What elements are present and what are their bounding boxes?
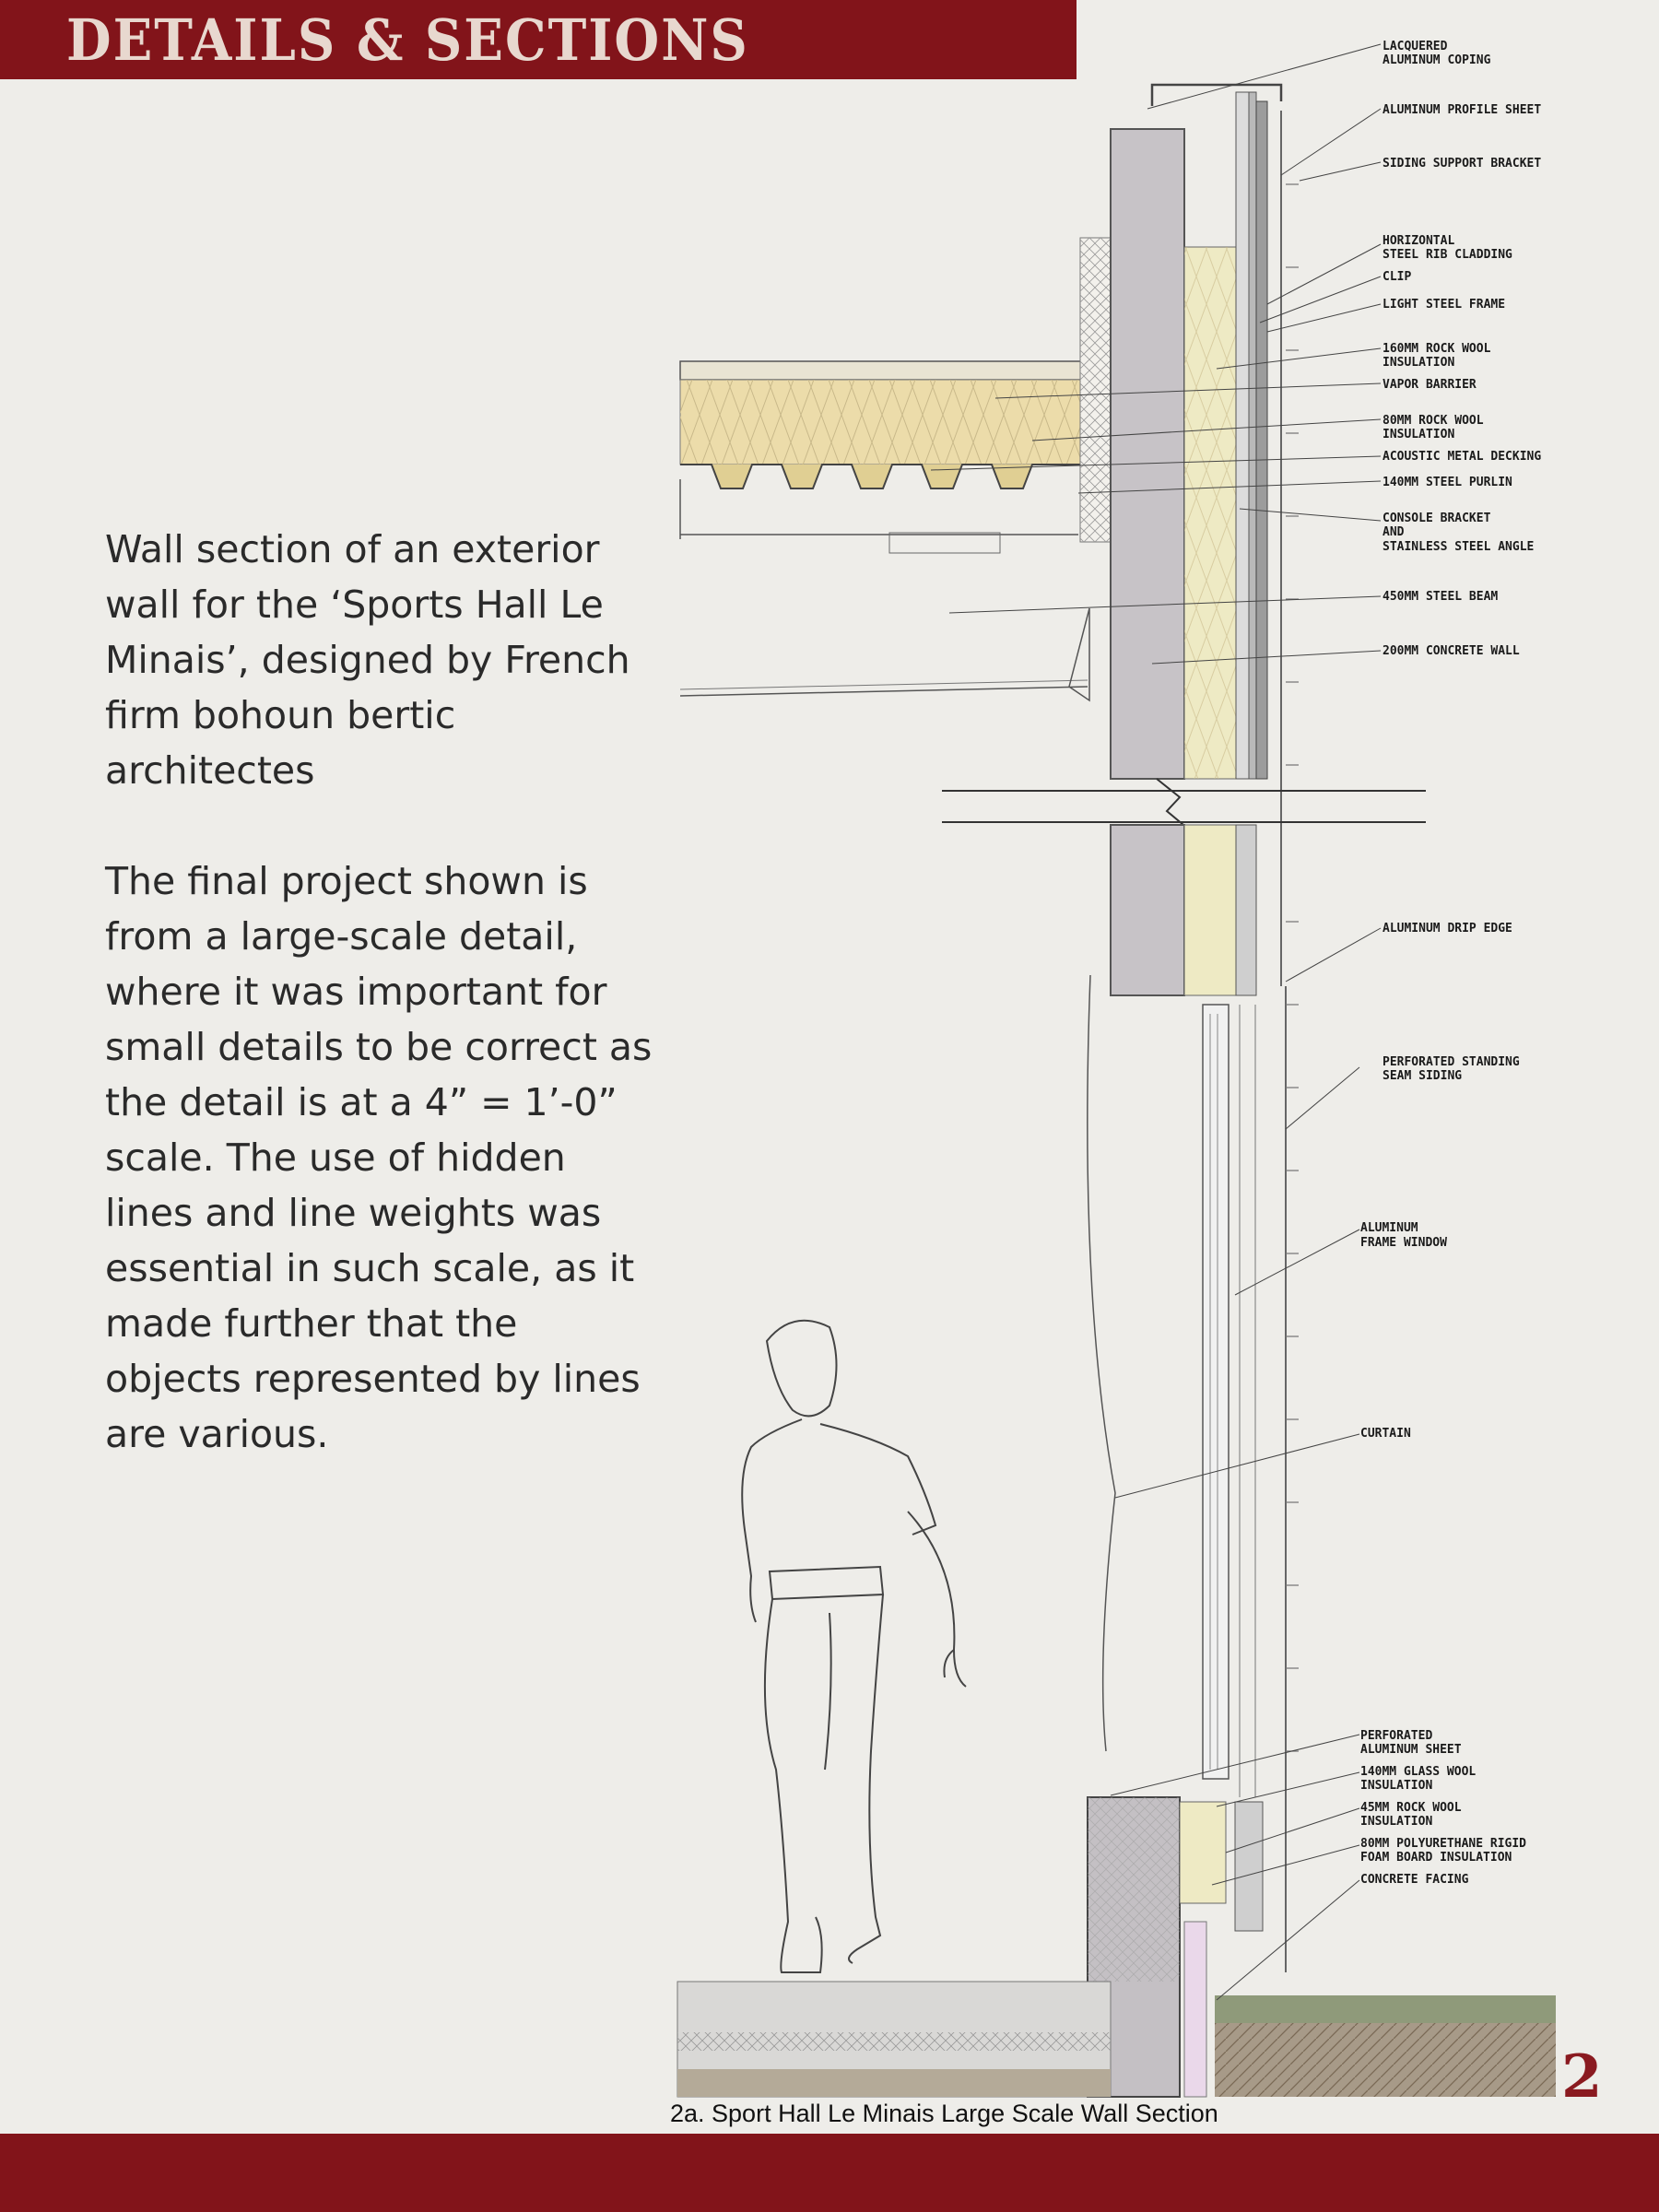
label-perforated-sheet: PERFORATED ALUMINUM SHEET (1360, 1729, 1462, 1757)
footer-bar (0, 2134, 1659, 2212)
label-glass-wool: 140MM GLASS WOOL INSULATION (1360, 1765, 1477, 1793)
roof-assembly (680, 361, 1089, 700)
label-lacquered-coping: LACQUERED ALUMINUM COPING (1382, 40, 1491, 67)
page-title: DETAILS & SECTIONS (66, 7, 749, 75)
label-frame-window: ALUMINUM FRAME WINDOW (1360, 1221, 1447, 1250)
label-rib-cladding: HORIZONTAL STEEL RIB CLADDING (1382, 234, 1512, 262)
intro-paragraph-1: Wall section of an exterior wall for the ‘Sports Hall Le Minais’, designed by French firm bohoun bertic architectes (105, 527, 630, 793)
label-steel-purlin: 140MM STEEL PURLIN (1382, 476, 1512, 489)
page-number: 2 (1561, 2042, 1603, 2112)
drawing-caption: 2a. Sport Hall Le Minais Large Scale Wall Section (670, 2100, 1218, 2127)
label-rock-wool-80: 80MM ROCK WOOL INSULATION (1382, 414, 1484, 441)
intro-paragraph-2: The final project shown is from a large-scale detail, where it was important for small details to be correct as the detail is at a 4” = 1’-0” scale. The use of hidden lines and line weights was essential in such scale, as it made further that the objects represented by lines are various. (105, 859, 653, 1456)
human-figure (742, 1321, 966, 1972)
label-clip: CLIP (1382, 270, 1412, 284)
label-vapor-barrier: VAPOR BARRIER (1382, 378, 1477, 392)
label-profile-sheet: ALUMINUM PROFILE SHEET (1382, 103, 1542, 117)
label-concrete-facing: CONCRETE FACING (1360, 1873, 1469, 1887)
label-siding-bracket: SIDING SUPPORT BRACKET (1382, 157, 1542, 171)
label-rock-wool-45: 45MM ROCK WOOL INSULATION (1360, 1801, 1462, 1829)
label-console-bracket: CONSOLE BRACKET AND STAINLESS STEEL ANGLE (1382, 512, 1535, 554)
label-rock-wool-160: 160MM ROCK WOOL INSULATION (1382, 342, 1491, 370)
label-drip-edge: ALUMINUM DRIP EDGE (1382, 922, 1512, 935)
drawing-labels (1360, 40, 1541, 1887)
label-concrete-wall: 200MM CONCRETE WALL (1382, 644, 1520, 658)
label-light-steel-frame: LIGHT STEEL FRAME (1382, 298, 1506, 312)
label-curtain: CURTAIN (1360, 1427, 1411, 1441)
label-polyurethane: 80MM POLYURETHANE RIGID FOAM BOARD INSULATION (1360, 1837, 1527, 1865)
break-line (942, 779, 1426, 830)
label-acoustic-decking: ACOUSTIC METAL DECKING (1382, 450, 1542, 464)
label-standing-seam: PERFORATED STANDING SEAM SIDING (1382, 1055, 1520, 1083)
siding-clips (1286, 184, 1299, 1751)
label-steel-beam: 450MM STEEL BEAM (1382, 590, 1499, 604)
